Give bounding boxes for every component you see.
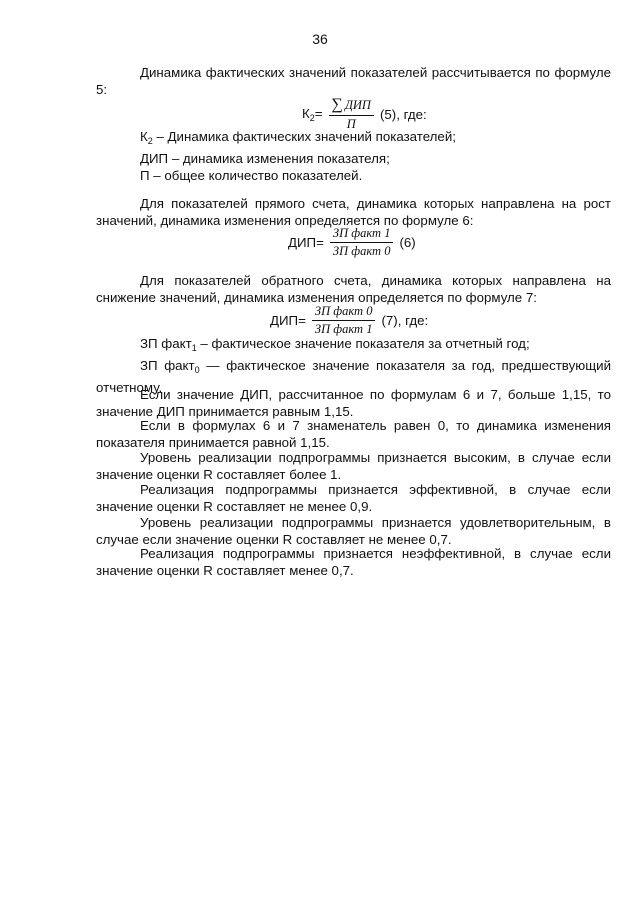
formula-7-numerator: ЗП факт 0 — [314, 304, 373, 318]
definition-zp-fact-1: ЗП факт$_1$ – фактическое значение показателя за отчетный год; — [140, 336, 530, 353]
paragraph-satisfactory: Уровень реализации подпрограммы признается удовлетворительным, в случае если значение оценки R составляет не менее 0,7. — [96, 515, 611, 547]
formula-5-lhs: $К_2=$ — [302, 105, 323, 123]
page-number: 36 — [312, 31, 328, 47]
formula-6-fraction — [330, 226, 394, 259]
definition-zp-fact-0: ЗП факт$_0$ — фактическое значение показателя за год, предшествующий отчетному. — [96, 358, 611, 395]
paragraph-dip-cap: Если значение ДИП, рассчитанное по формулам 6 и 7, больше 1,15, то значение ДИП принимается равным 1,15. — [96, 387, 611, 419]
paragraph-effective: Реализация подпрограммы признается эффективной, в случае если значение оценки R составляет не менее 0,9. — [96, 482, 611, 514]
formula-6-numerator: ЗП факт 1 — [332, 226, 391, 240]
paragraph-inverse-count: Для показателей обратного счета, динамика которых направлена на снижение значений, динамика изменения определяется по формуле 7: — [96, 273, 611, 305]
formula-6-lhs: ДИП= — [288, 235, 324, 250]
formula-5-label: (5), где: — [379, 106, 427, 122]
paragraph-zero-denominator: Если в формулах 6 и 7 знаменатель равен 0, то динамика изменения показателя принимается равной 1,15. — [96, 418, 611, 450]
formula-5-denominator: П — [346, 117, 356, 131]
paragraph-direct-count: Для показателей прямого счета, динамика которых направлена на рост значений, динамика изменения определяется по формуле 6: — [96, 196, 611, 228]
formula-7-lhs: ДИП= — [270, 313, 306, 328]
paragraph-ineffective: Реализация подпрограммы признается неэффективной, в случае если значение оценки R составляет менее 0,7. — [96, 546, 611, 578]
definitions-1 — [140, 128, 610, 184]
formula-5 — [302, 96, 427, 132]
formula-6-denominator: ЗП факт 0 — [332, 244, 391, 258]
formula-7 — [270, 304, 428, 337]
definition-p: П – общее количество показателей. — [140, 168, 363, 183]
formula-6 — [288, 226, 416, 259]
formula-7-fraction — [312, 304, 376, 337]
definition-k2: $К_2$ – Динамика фактических значений показателей; — [140, 129, 456, 146]
definition-dip: ДИП – динамика изменения показателя; — [140, 151, 390, 166]
formula-5-numerator: ДИП — [344, 98, 371, 112]
formula-5-fraction — [329, 96, 374, 132]
sigma-symbol: ∑ — [331, 96, 343, 113]
paragraph-level-high: Уровень реализации подпрограммы признается высоким, в случае если значение оценки R составляет более 1. — [96, 450, 611, 482]
formula-7-label: (7), где: — [381, 313, 429, 328]
formula-6-label: (6) — [399, 235, 416, 250]
paragraph-dynamics-intro: Динамика фактических значений показателей рассчитывается по формуле 5: — [96, 65, 611, 97]
formula-7-denominator: ЗП факт 1 — [314, 322, 373, 336]
